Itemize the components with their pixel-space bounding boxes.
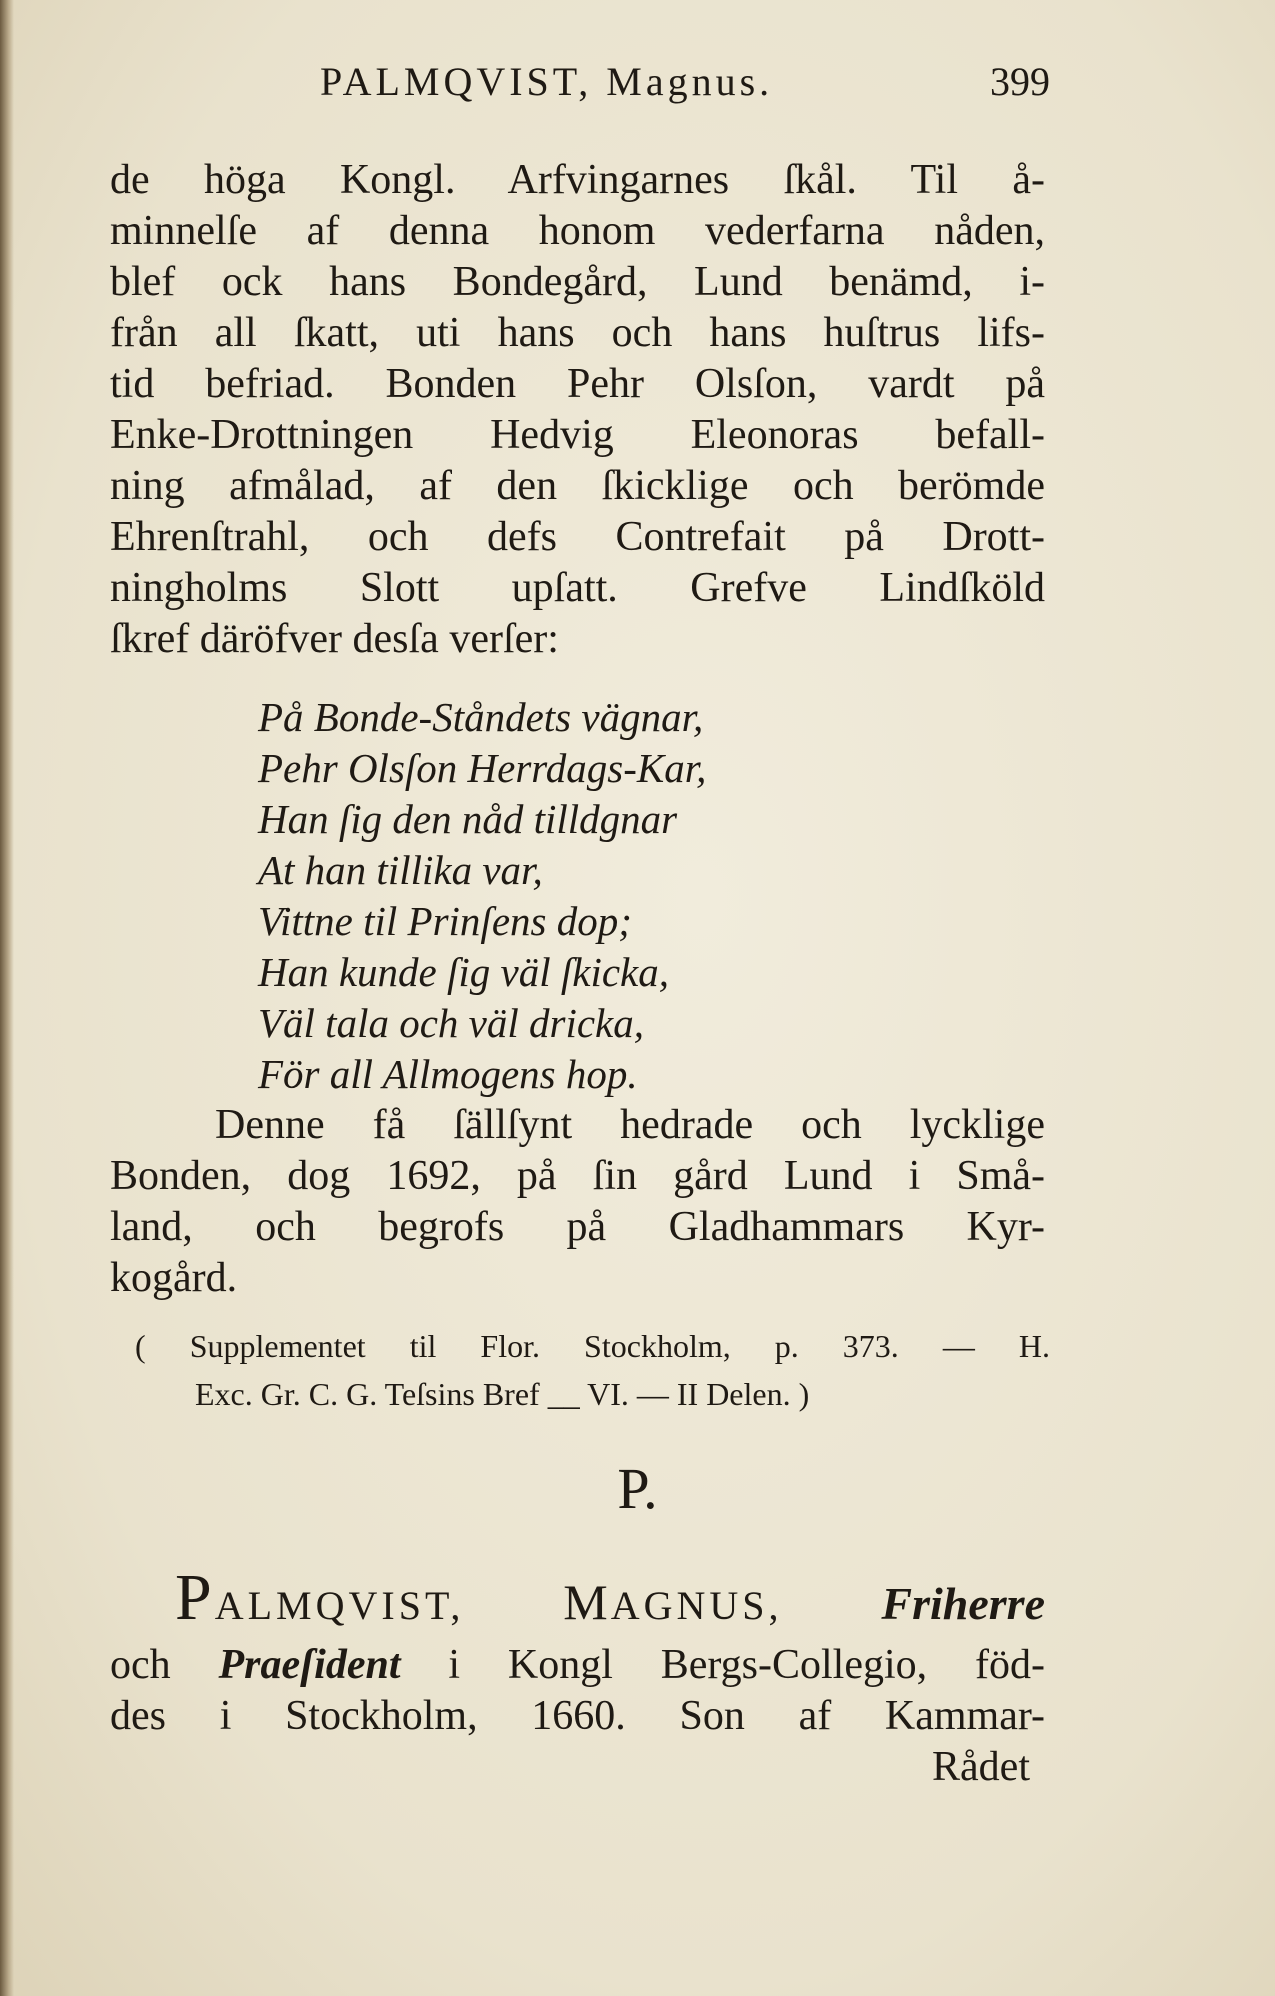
verse-line: Vittne til Prinſens dop;	[258, 898, 632, 944]
verse-line: Väl tala och väl dricka,	[258, 1000, 644, 1046]
text-line: Enke-Drottningen Hedvig Eleonoras befall-	[110, 412, 1045, 458]
text-line: ſkref däröfver desſa verſer:	[110, 616, 559, 662]
text-line: tid befriad. Bonden Pehr Olsſon, vardt på	[110, 361, 1045, 407]
text-line: des i Stockholm, 1660. Son af Kammar-	[110, 1693, 1045, 1739]
text-line: blef ock hans Bondegård, Lund benämd, i-	[110, 259, 1045, 305]
text-line: ningholms Slott upſatt. Grefve Lindſköld	[110, 565, 1045, 611]
running-header	[320, 58, 1050, 118]
text-line: de höga Kongl. Arfvingarnes ſkål. Til å-	[110, 157, 1045, 203]
entry-line2-och: och	[110, 1642, 171, 1688]
page-gutter-shadow	[0, 0, 14, 1996]
given-initial: M	[563, 1574, 611, 1630]
text-line: från all ſkatt, uti hans och hans huſtrus lifs-	[110, 310, 1045, 356]
entry-body	[110, 1640, 1045, 1793]
given-rest: AGNUS,	[610, 1583, 783, 1628]
text-line: ning afmålad, af den ſkicklige och berömde	[110, 463, 1045, 509]
text-line: kogård.	[110, 1255, 238, 1301]
surname-initial: P	[175, 1561, 215, 1634]
running-title: PALMQVIST, Magnus.	[320, 59, 774, 104]
catchword: Rådet	[932, 1744, 1030, 1790]
text-line: Denne få ſällſynt hedrade och lycklige	[215, 1102, 1045, 1148]
verse-line: På Bonde-Ståndets vägnar,	[258, 694, 704, 740]
title-praesident: Praeſident	[218, 1642, 401, 1688]
title-friherre: Friherre	[881, 1578, 1045, 1629]
verse-line: Han kunde ſig väl ſkicka,	[258, 949, 670, 995]
entry-line2-rest: i Kongl Bergs-Collegio, föd-	[448, 1642, 1045, 1688]
surname-rest: ALMQVIST,	[214, 1583, 465, 1628]
verse-block	[258, 692, 858, 1100]
verse-line: At han tillika var,	[258, 847, 543, 893]
entry-line-1	[175, 1561, 1045, 1634]
verse-line: Han ſig den nåd tilldgnar	[258, 796, 678, 842]
verse-line: Pehr Olsſon Herrdags-Kar,	[258, 745, 707, 791]
text-line: land, och begrofs på Gladhammars Kyr-	[110, 1204, 1045, 1250]
text-line: Ehrenſtrahl, och defs Contrefait på Drott-	[110, 514, 1045, 560]
page-number: 399	[990, 59, 1050, 104]
verse-line: För all Allmogens hop.	[258, 1051, 638, 1097]
text-line: Bonden, dog 1692, på ſin gård Lund i Små-	[110, 1153, 1045, 1199]
citation-line: ( Supplementet til Flor. Stockholm, p. 373. — H.	[135, 1328, 1050, 1364]
source-citation	[135, 1322, 1050, 1418]
body-paragraph-1	[110, 155, 1045, 665]
section-letter: P.	[617, 1456, 658, 1521]
text-line	[110, 1640, 1045, 1691]
text-line: minnelſe af denna honom vederfarna nåden,	[110, 208, 1045, 254]
body-paragraph-2	[110, 1100, 1045, 1304]
entry-heading	[175, 1561, 1045, 1634]
citation-line: Exc. Gr. C. G. Teſsins Bref __ VI. — II Delen. )	[195, 1376, 810, 1412]
